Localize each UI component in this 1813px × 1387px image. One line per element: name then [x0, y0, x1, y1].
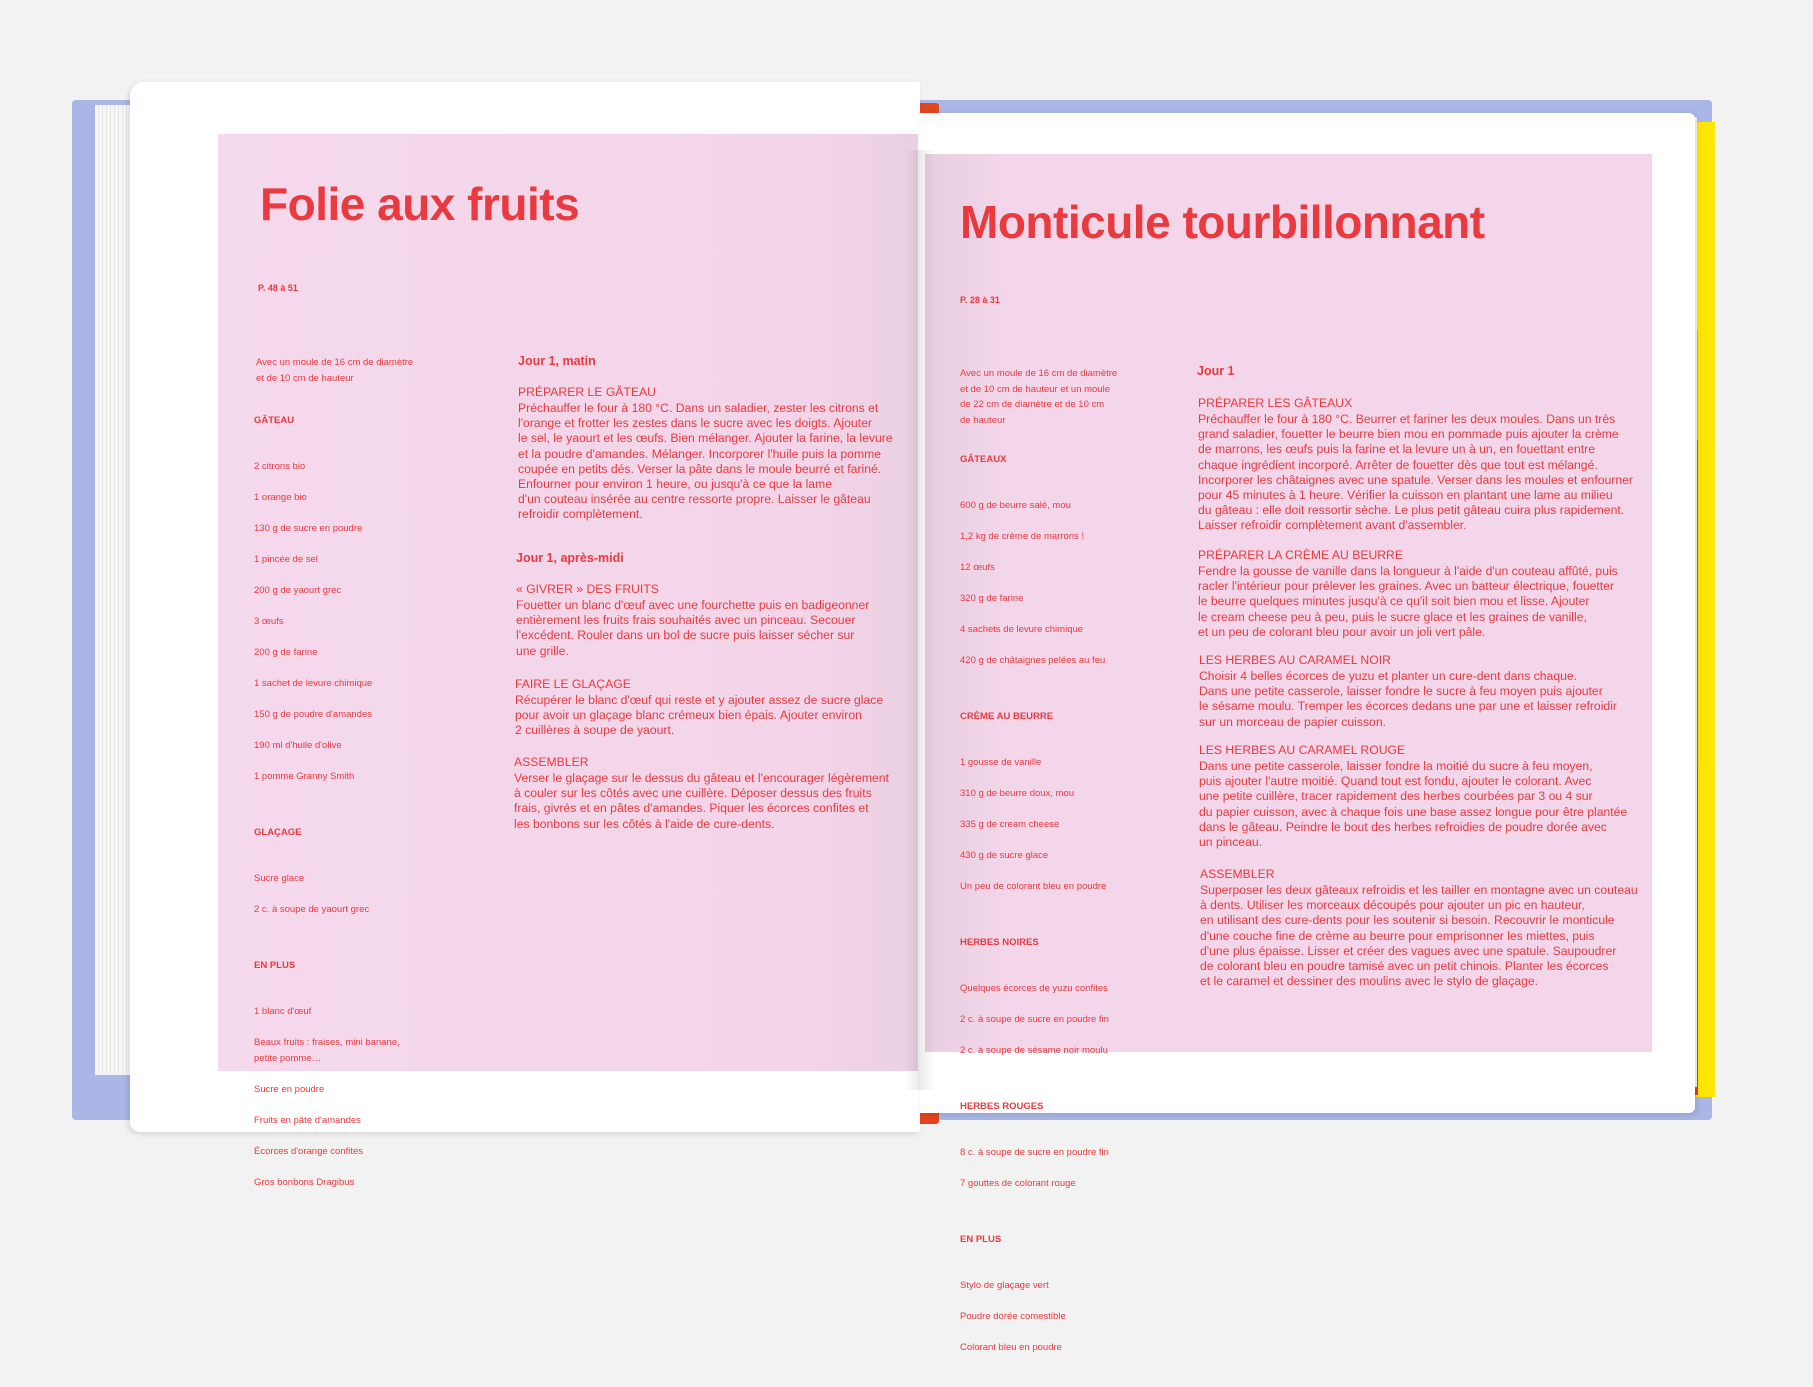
recipe-title-left: Folie aux fruits	[260, 178, 580, 230]
step-title-left-1: PRÉPARER LE GÂTEAU	[518, 385, 656, 399]
ingredient-heading: CRÈME AU BEURRE	[960, 710, 1054, 722]
ingredient-heading: HERBES NOIRES	[960, 936, 1039, 948]
ingredient-item: 1 pincée de sel	[254, 554, 318, 565]
page-ref-left: P. 48 à 51	[258, 283, 298, 293]
ingredient-item: 430 g de sucre glace	[960, 850, 1049, 861]
recipe-title-right: Monticule tourbillonnant	[960, 196, 1485, 248]
step-text-left-1: Préchauffer le four à 180 °C. Dans un saladier, zester les citrons et l'orange et frotter les zestes dans le sucre avec les doigts. Ajouter le sel, le yaourt et les œufs. Bien mélanger. Ajouter la farine, la levure et la poudre d'amandes. Mélanger. Incorporer l'huile puis la pomme coupée en petits dés. Verser la pâte dans le moule beurré et fariné. Enfourner pour environ 1 heure, ou jusqu'à ce que la lame d'un couteau insérée au centre ressorte propre. Laisser le gâteau refroidir complètement.	[518, 401, 893, 522]
ingredient-item: Sucre glace	[254, 873, 305, 884]
ingredient-item: Colorant bleu en poudre	[960, 1342, 1062, 1353]
step-title-left-2: « GIVRER » DES FRUITS	[516, 582, 659, 596]
step-text-left-3: Récupérer le blanc d'œuf qui reste et y ajouter assez de sucre glace pour avoir un glaçage blanc crémeux bien épais. Ajouter environ 2 cuillères à soupe de yaourt.	[515, 693, 884, 738]
ingredient-heading: EN PLUS	[960, 1233, 1002, 1245]
step-text-right-4: Dans une petite casserole, laisser fondre la moitié du sucre à feu moyen, puis ajouter l'autre moitié. Quand tout est fondu, ajouter le colorant. Avec une petite cuillère, tracer rapidement des herbes courbées par 3 ou 4 sur du papier cuisson, avec à chaque fois une base assez longue pour être plantée dans le gâteau. Peindre le bout des herbes refroidies de poudre dorée avec un pinceau.	[1199, 759, 1628, 850]
page-ref-right: P. 28 à 31	[960, 295, 1000, 305]
ingredient-heading: GÂTEAUX	[960, 453, 1007, 465]
ingredient-item: Beaux fruits : fraises, mini banane, petite pomme…	[254, 1037, 400, 1064]
ingredient-list	[254, 856, 454, 934]
ingredient-list	[254, 989, 454, 1206]
step-title-left-3: FAIRE LE GLAÇAGE	[515, 677, 631, 691]
ingredient-item: 1 gousse de vanille	[960, 757, 1042, 768]
ingredient-item: 1,2 kg de crème de marrons !	[960, 531, 1085, 542]
ingredient-item: 335 g de cream cheese	[960, 819, 1060, 830]
ingredient-item: 1 blanc d'œuf	[254, 1006, 312, 1017]
ingredient-heading: EN PLUS	[254, 959, 296, 971]
ingredient-item: Stylo de glaçage vert	[960, 1280, 1049, 1291]
ingredient-list	[960, 1263, 1170, 1372]
step-text-right-2: Fendre la gousse de vanille dans la longueur à l'aide d'un couteau affûté, puis racler l'intérieur pour prélever les graines. Avec un batteur électrique, fouetter le beurre quelques minutes jusqu'à ce qu'il soit bien mou et lisse. Ajouter le cream cheese peu à peu, puis le sucre glace et les graines de vanille, et un peu de colorant bleu pour avoir un joli vert pâle.	[1198, 564, 1618, 639]
ingredient-item: Un peu de colorant bleu en poudre	[960, 881, 1107, 892]
ingredient-item: Fruits en pâte d'amandes	[254, 1114, 361, 1126]
step-title-left-4: ASSEMBLER	[514, 755, 589, 769]
step-title-right-3: LES HERBES AU CARAMEL NOIR	[1199, 653, 1391, 667]
ingredient-item: 600 g de beurre salé, mou	[960, 500, 1071, 511]
ingredient-list	[254, 444, 454, 801]
book-gutter	[905, 150, 935, 1090]
ingredient-heading: HERBES ROUGES	[960, 1100, 1044, 1112]
ingredient-item: 200 g de yaourt grec	[254, 585, 342, 596]
step-text-left-4: Verser le glaçage sur le dessus du gâteau et l'encourager légèrement à couler sur les côtés avec une cuillère. Déposer dessus des fruits frais, givrés et en pâtes d'amandes. Piquer les écorces confites et les bonbons sur les côtés à l'aide de cure-dents.	[514, 771, 889, 831]
ingredient-item: Quelques écorces de yuzu confites	[960, 983, 1108, 994]
day-heading-left-1: Jour 1, matin	[518, 354, 596, 368]
ingredient-item: 4 sachets de levure chimique	[960, 624, 1084, 635]
ingredient-item: Sucre en poudre	[254, 1083, 325, 1095]
ingredient-item: 420 g de châtaignes pelées au feu	[960, 655, 1106, 666]
ingredient-list	[960, 1130, 1170, 1208]
ingredient-list	[960, 966, 1170, 1075]
ingredient-item: 12 œufs	[960, 562, 995, 573]
ingredient-item: 2 c. à soupe de sésame noir moulu	[960, 1045, 1108, 1056]
day-heading-left-2: Jour 1, après-midi	[516, 551, 624, 565]
ingredient-item: 1 sachet de levure chimique	[254, 678, 373, 689]
ingredient-item: Poudre dorée comestible	[960, 1311, 1066, 1322]
step-title-right-4: LES HERBES AU CARAMEL ROUGE	[1199, 743, 1406, 757]
day-heading-right-1: Jour 1	[1197, 364, 1235, 378]
ingredient-heading: GLAÇAGE	[254, 826, 302, 838]
step-text-left-2: Fouetter un blanc d'œuf avec une fourchette puis en badigeonner entièrement les fruits frais souhaités avec un pinceau. Secouer l'excédent. Rouler dans un bol de sucre puis laisser sécher sur une grille.	[516, 598, 870, 658]
ingredient-item: 1 pomme Granny Smith	[254, 771, 355, 782]
ingredient-item: 2 c. à soupe de yaourt grec	[254, 904, 370, 915]
ingredient-item: Gros bonbons Dragibus	[254, 1176, 355, 1188]
ingredient-list	[960, 483, 1170, 685]
ingredient-item: 320 g de farine	[960, 593, 1024, 604]
ingredient-item: 150 g de poudre d'amandes	[254, 709, 373, 720]
ingredient-item: 200 g de farine	[254, 647, 318, 658]
mold-info-left: Avec un moule de 16 cm de diamètre et de 10 cm de hauteur	[256, 357, 414, 384]
step-text-right-5: Superposer les deux gâteaux refroidis et les tailler en montagne avec un couteau à dents. Utiliser les morceaux découpés pour ajouter un pic en hauteur, en utilisant des cure-dents pour les soutenir si besoin. Recouvrir le monticule d'une couche fine de crème au beurre pour emprisonner les miettes, puis d'une plus épaisse. Lisser et créer des vagues avec une spatule. Saupoudrer de colorant bleu en poudre tamisé avec un petit chinois. Planter les écorces et le caramel et dessiner des moulins avec le stylo de glaçage.	[1200, 883, 1638, 989]
ingredient-item: 3 œufs	[254, 616, 284, 627]
ingredient-item: 310 g de beurre doux, mou	[960, 788, 1075, 799]
ingredient-item: 2 c. à soupe de sucre en poudre fin	[960, 1014, 1109, 1025]
ingredient-item: 7 gouttes de colorant rouge	[960, 1178, 1076, 1189]
ingredient-list	[960, 740, 1170, 911]
ingredients-left	[254, 397, 454, 1221]
ingredients-right	[960, 436, 1170, 1387]
ingredient-item: 8 c. à soupe de sucre en poudre fin	[960, 1147, 1109, 1158]
step-title-right-2: PRÉPARER LA CRÈME AU BEURRE	[1198, 548, 1403, 562]
ingredient-item: 190 ml d'huile d'olive	[254, 740, 342, 751]
mold-info-right: Avec un moule de 16 cm de diamètre et de 10 cm de hauteur et un moule de 22 cm de diamètre et de 10 cm de hauteur	[960, 368, 1118, 426]
ingredient-item: Écorces d'orange confites	[254, 1145, 364, 1157]
cover-band-yellow	[1695, 122, 1715, 1097]
ingredient-item: 1 orange bio	[254, 492, 307, 503]
step-text-right-3: Choisir 4 belles écorces de yuzu et planter un cure-dent dans chaque. Dans une petite casserole, laisser fondre le sucre à feu moyen puis ajouter le sésame moulu. Tremper les écorces dedans une par une et laisser refroidir sur un morceau de papier cuisson.	[1199, 669, 1617, 729]
ingredient-item: 2 citrons bio	[254, 461, 306, 472]
ingredient-heading: GÂTEAU	[254, 414, 295, 426]
ingredient-item: 130 g de sucre en poudre	[254, 523, 363, 534]
step-title-right-5: ASSEMBLER	[1200, 867, 1275, 881]
step-title-right-1: PRÉPARER LES GÂTEAUX	[1198, 396, 1353, 410]
step-text-right-1: Préchauffer le four à 180 °C. Beurrer et fariner les deux moules. Dans un très grand saladier, fouetter le beurre bien mou en pommade puis ajouter la crème de marrons, les œufs puis la farine et la levure un à un, en fouettant entre chaque ingrédient incorporé. Arrêter de fouetter dès que tout est mélangé. Incorporer les châtaignes avec une spatule. Verser dans les moules et enfourner pour 45 minutes à 1 heure. Vérifier la cuisson en plantant une lame au milieu du gâteau : elle doit ressortir sèche. Le plus petit gâteau cuira plus rapidement. Laisser refroidir complètement avant d'assembler.	[1198, 412, 1633, 533]
